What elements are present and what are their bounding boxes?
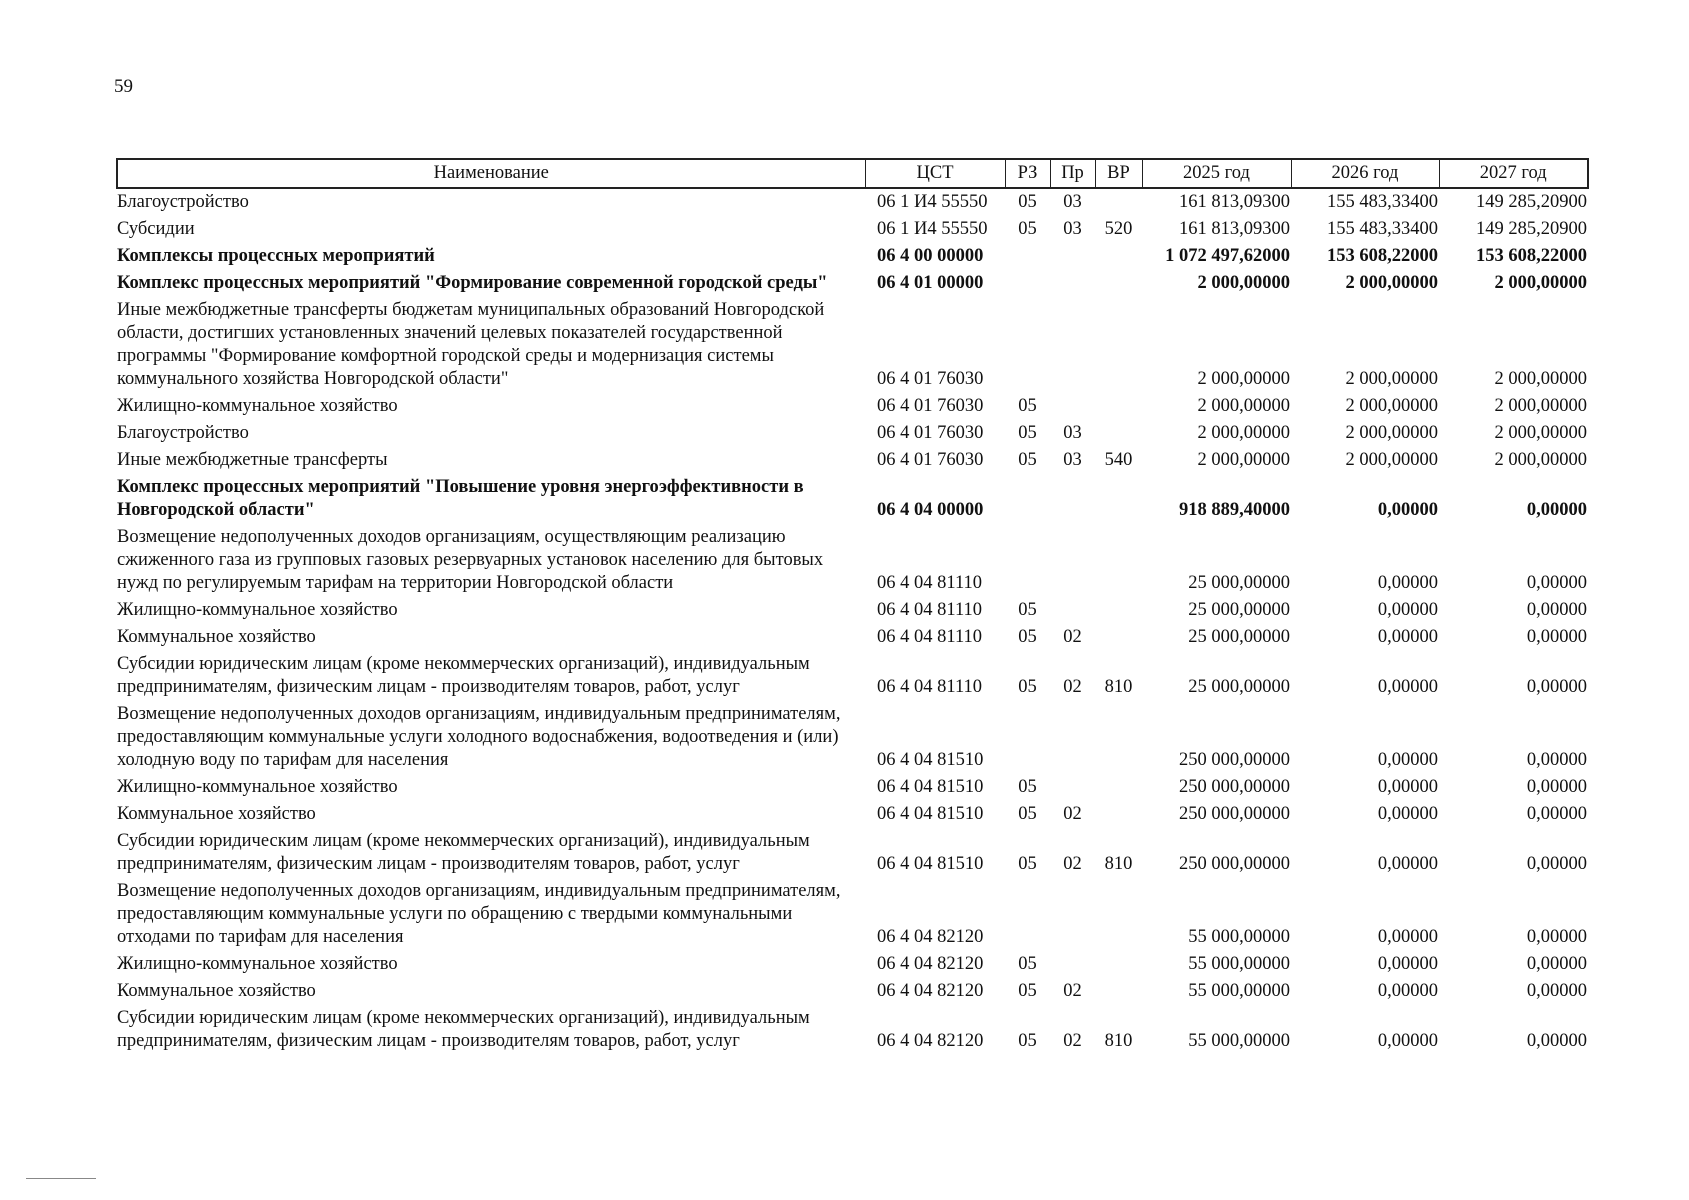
row-value-2026: 0,00000 — [1377, 627, 1438, 647]
row-pr — [1050, 701, 1095, 774]
budget-table-container — [116, 158, 1587, 1055]
row-value-2027: 0,00000 — [1526, 573, 1587, 593]
row-value-2026: 2 000,00000 — [1345, 450, 1438, 470]
page-number: 59 — [114, 76, 133, 97]
row-value-2027: 0,00000 — [1526, 600, 1587, 620]
row-pr: 03 — [1063, 219, 1082, 239]
row-value-2026: 0,00000 — [1377, 573, 1438, 593]
table-row — [117, 243, 1588, 270]
row-value-2025: 55 000,00000 — [1188, 1031, 1290, 1051]
row-value-2026: 155 483,33400 — [1327, 192, 1438, 212]
row-rz: 05 — [1018, 450, 1037, 470]
row-value-2026: 0,00000 — [1377, 981, 1438, 1001]
row-rz: 05 — [1018, 677, 1037, 697]
row-rz: 05 — [1018, 954, 1037, 974]
budget-table — [116, 158, 1589, 1055]
row-rz: 05 — [1018, 192, 1037, 212]
row-pr — [1050, 474, 1095, 524]
row-rz — [1005, 474, 1050, 524]
row-value-2025: 161 813,09300 — [1179, 219, 1290, 239]
row-cst: 06 4 01 76030 — [877, 450, 984, 470]
row-pr — [1050, 393, 1095, 420]
row-vr — [1095, 420, 1142, 447]
row-name: Коммунальное хозяйство — [117, 627, 316, 647]
row-value-2027: 0,00000 — [1526, 954, 1587, 974]
row-rz: 05 — [1018, 396, 1037, 416]
header-2026: 2026 год — [1291, 159, 1439, 188]
row-value-2026: 0,00000 — [1377, 1031, 1438, 1051]
row-rz: 05 — [1018, 219, 1037, 239]
row-pr — [1050, 951, 1095, 978]
row-name: Субсидии юридическим лицам (кроме некоммерческих организаций), индивидуальным предпринимателям, физическим лицам - производителям товаров, работ, услуг — [117, 654, 810, 697]
row-value-2026: 2 000,00000 — [1345, 273, 1438, 293]
table-row — [117, 978, 1588, 1005]
row-value-2027: 2 000,00000 — [1494, 423, 1587, 443]
row-value-2027: 0,00000 — [1526, 854, 1587, 874]
row-value-2027: 0,00000 — [1526, 627, 1587, 647]
table-row — [117, 597, 1588, 624]
row-name: Комплекс процессных мероприятий "Повышение уровня энергоэффективности в Новгородской области" — [117, 477, 804, 520]
table-row — [117, 270, 1588, 297]
row-value-2027: 153 608,22000 — [1476, 246, 1587, 266]
row-pr — [1050, 774, 1095, 801]
row-vr — [1095, 524, 1142, 597]
row-value-2026: 0,00000 — [1377, 777, 1438, 797]
row-value-2026: 153 608,22000 — [1327, 246, 1438, 266]
row-value-2025: 55 000,00000 — [1188, 927, 1290, 947]
header-cst: ЦСТ — [865, 159, 1005, 188]
row-value-2027: 2 000,00000 — [1494, 369, 1587, 389]
row-vr — [1095, 393, 1142, 420]
row-pr: 02 — [1063, 804, 1082, 824]
row-vr — [1095, 801, 1142, 828]
header-vr: ВР — [1095, 159, 1142, 188]
row-value-2027: 2 000,00000 — [1494, 273, 1587, 293]
row-pr: 02 — [1063, 627, 1082, 647]
row-value-2027: 149 285,20900 — [1476, 219, 1587, 239]
row-cst: 06 4 04 00000 — [877, 500, 984, 520]
row-cst: 06 4 04 81110 — [877, 677, 983, 697]
row-name: Субсидии — [117, 219, 195, 239]
row-value-2025: 2 000,00000 — [1197, 450, 1290, 470]
table-row — [117, 1005, 1588, 1055]
row-pr — [1050, 243, 1095, 270]
footer-rule — [26, 1178, 96, 1179]
row-cst: 06 1 И4 55550 — [877, 192, 988, 212]
row-value-2025: 250 000,00000 — [1179, 854, 1290, 874]
table-row — [117, 474, 1588, 524]
row-vr — [1095, 597, 1142, 624]
row-rz — [1005, 701, 1050, 774]
row-name: Субсидии юридическим лицам (кроме некоммерческих организаций), индивидуальным предпринимателям, физическим лицам - производителям товаров, работ, услуг — [117, 831, 810, 874]
row-cst: 06 4 04 82120 — [877, 927, 984, 947]
header-2025: 2025 год — [1142, 159, 1291, 188]
row-vr: 810 — [1104, 677, 1133, 697]
header-rz: РЗ — [1005, 159, 1050, 188]
table-row — [117, 774, 1588, 801]
row-vr — [1095, 701, 1142, 774]
table-row — [117, 951, 1588, 978]
row-name: Комплекс процессных мероприятий "Формирование современной городской среды" — [117, 273, 828, 293]
row-vr — [1095, 188, 1142, 216]
row-name: Возмещение недополученных доходов организациям, осуществляющим реализацию сжиженного газа из групповых газовых резервуарных установок населению для бытовых нужд по регулируемым тарифам на территории Новгородской области — [117, 527, 824, 593]
row-value-2027: 0,00000 — [1526, 1031, 1587, 1051]
row-name: Комплексы процессных мероприятий — [117, 246, 435, 266]
row-rz: 05 — [1018, 777, 1037, 797]
row-cst: 06 4 04 81510 — [877, 750, 984, 770]
row-pr: 03 — [1063, 423, 1082, 443]
table-row — [117, 801, 1588, 828]
row-rz: 05 — [1018, 600, 1037, 620]
row-pr: 02 — [1063, 981, 1082, 1001]
row-pr: 02 — [1063, 677, 1082, 697]
row-value-2027: 0,00000 — [1526, 777, 1587, 797]
row-pr: 02 — [1063, 1031, 1082, 1051]
row-vr: 810 — [1104, 1031, 1133, 1051]
row-rz: 05 — [1018, 423, 1037, 443]
row-value-2025: 25 000,00000 — [1188, 627, 1290, 647]
table-row — [117, 878, 1588, 951]
row-name: Коммунальное хозяйство — [117, 981, 316, 1001]
row-value-2027: 149 285,20900 — [1476, 192, 1587, 212]
row-value-2027: 0,00000 — [1526, 804, 1587, 824]
row-name: Возмещение недополученных доходов организациям, индивидуальным предпринимателям, предоставляющим коммунальные услуги холодного водоснабжения, водоотведения и (или) холодную воду по тарифам для населения — [117, 704, 841, 770]
row-pr — [1050, 597, 1095, 624]
row-vr — [1095, 474, 1142, 524]
row-value-2027: 0,00000 — [1526, 927, 1587, 947]
row-value-2026: 0,00000 — [1377, 677, 1438, 697]
row-name: Жилищно-коммунальное хозяйство — [117, 396, 398, 416]
row-value-2025: 1 072 497,62000 — [1165, 246, 1290, 266]
table-row — [117, 297, 1588, 393]
row-rz — [1005, 297, 1050, 393]
row-value-2026: 155 483,33400 — [1327, 219, 1438, 239]
table-row — [117, 393, 1588, 420]
row-value-2025: 918 889,40000 — [1179, 500, 1290, 520]
header-name: Наименование — [117, 159, 865, 188]
row-value-2027: 0,00000 — [1526, 500, 1587, 520]
row-value-2027: 0,00000 — [1526, 750, 1587, 770]
row-value-2027: 0,00000 — [1526, 981, 1587, 1001]
row-value-2025: 250 000,00000 — [1179, 777, 1290, 797]
row-value-2026: 0,00000 — [1377, 600, 1438, 620]
header-pr: Пр — [1050, 159, 1095, 188]
row-pr: 03 — [1063, 450, 1082, 470]
row-rz: 05 — [1018, 1031, 1037, 1051]
table-row — [117, 651, 1588, 701]
row-value-2026: 0,00000 — [1377, 927, 1438, 947]
row-rz — [1005, 878, 1050, 951]
row-name: Жилищно-коммунальное хозяйство — [117, 954, 398, 974]
row-cst: 06 4 04 81110 — [877, 600, 983, 620]
row-value-2026: 0,00000 — [1377, 750, 1438, 770]
row-vr — [1095, 978, 1142, 1005]
row-name: Иные межбюджетные трансферты бюджетам муниципальных образований Новгородской области, достигших установленных значений целевых показателей государственной программы "Формирование комфортной городской среды и модернизация системы коммунального хозяйства Новгородской области" — [117, 300, 825, 389]
row-cst: 06 4 00 00000 — [877, 246, 984, 266]
row-vr: 810 — [1104, 854, 1133, 874]
row-value-2027: 2 000,00000 — [1494, 450, 1587, 470]
row-name: Жилищно-коммунальное хозяйство — [117, 777, 398, 797]
row-value-2026: 2 000,00000 — [1345, 396, 1438, 416]
row-name: Коммунальное хозяйство — [117, 804, 316, 824]
row-rz: 05 — [1018, 854, 1037, 874]
row-cst: 06 4 01 76030 — [877, 369, 984, 389]
row-value-2025: 55 000,00000 — [1188, 954, 1290, 974]
table-row — [117, 188, 1588, 216]
header-2027: 2027 год — [1439, 159, 1588, 188]
row-cst: 06 4 04 81110 — [877, 627, 983, 647]
row-cst: 06 4 04 81510 — [877, 854, 984, 874]
row-vr: 540 — [1104, 450, 1133, 470]
row-vr — [1095, 878, 1142, 951]
row-value-2025: 25 000,00000 — [1188, 677, 1290, 697]
row-value-2026: 0,00000 — [1377, 954, 1438, 974]
row-name: Возмещение недополученных доходов организациям, индивидуальным предпринимателям, предоставляющим коммунальные услуги по обращению с твердыми коммунальными отходами по тарифам для населения — [117, 881, 841, 947]
row-vr: 520 — [1104, 219, 1133, 239]
row-value-2025: 2 000,00000 — [1197, 369, 1290, 389]
row-value-2027: 0,00000 — [1526, 677, 1587, 697]
row-value-2025: 25 000,00000 — [1188, 573, 1290, 593]
row-name: Благоустройство — [117, 423, 249, 443]
row-vr — [1095, 270, 1142, 297]
row-cst: 06 4 04 81510 — [877, 804, 984, 824]
row-cst: 06 4 04 81510 — [877, 777, 984, 797]
row-cst: 06 4 04 81110 — [877, 573, 983, 593]
row-value-2025: 2 000,00000 — [1197, 423, 1290, 443]
row-cst: 06 4 01 76030 — [877, 423, 984, 443]
row-rz: 05 — [1018, 981, 1037, 1001]
row-cst: 06 1 И4 55550 — [877, 219, 988, 239]
row-value-2027: 2 000,00000 — [1494, 396, 1587, 416]
row-name: Иные межбюджетные трансферты — [117, 450, 388, 470]
row-name: Субсидии юридическим лицам (кроме некоммерческих организаций), индивидуальным предпринимателям, физическим лицам - производителям товаров, работ, услуг — [117, 1008, 810, 1051]
row-cst: 06 4 01 00000 — [877, 273, 984, 293]
table-row — [117, 701, 1588, 774]
row-value-2025: 25 000,00000 — [1188, 600, 1290, 620]
row-vr — [1095, 951, 1142, 978]
row-value-2026: 2 000,00000 — [1345, 423, 1438, 443]
table-row — [117, 524, 1588, 597]
row-pr — [1050, 270, 1095, 297]
row-value-2025: 250 000,00000 — [1179, 750, 1290, 770]
row-value-2025: 2 000,00000 — [1197, 273, 1290, 293]
row-name: Жилищно-коммунальное хозяйство — [117, 600, 398, 620]
row-rz — [1005, 524, 1050, 597]
row-cst: 06 4 04 82120 — [877, 981, 984, 1001]
row-rz — [1005, 243, 1050, 270]
row-name: Благоустройство — [117, 192, 249, 212]
row-cst: 06 4 01 76030 — [877, 396, 984, 416]
row-pr — [1050, 524, 1095, 597]
row-pr — [1050, 878, 1095, 951]
row-vr — [1095, 624, 1142, 651]
table-row — [117, 624, 1588, 651]
row-vr — [1095, 774, 1142, 801]
row-pr: 03 — [1063, 192, 1082, 212]
row-value-2025: 2 000,00000 — [1197, 396, 1290, 416]
row-value-2025: 161 813,09300 — [1179, 192, 1290, 212]
row-value-2026: 0,00000 — [1377, 500, 1438, 520]
row-value-2025: 55 000,00000 — [1188, 981, 1290, 1001]
row-value-2025: 250 000,00000 — [1179, 804, 1290, 824]
table-body — [117, 188, 1588, 1055]
row-value-2026: 0,00000 — [1377, 804, 1438, 824]
row-vr — [1095, 243, 1142, 270]
row-pr — [1050, 297, 1095, 393]
row-cst: 06 4 04 82120 — [877, 1031, 984, 1051]
row-pr: 02 — [1063, 854, 1082, 874]
table-header — [117, 159, 1588, 188]
row-value-2026: 0,00000 — [1377, 854, 1438, 874]
row-value-2026: 2 000,00000 — [1345, 369, 1438, 389]
row-vr — [1095, 297, 1142, 393]
table-row — [117, 420, 1588, 447]
table-row — [117, 216, 1588, 243]
table-row — [117, 828, 1588, 878]
row-rz — [1005, 270, 1050, 297]
row-cst: 06 4 04 82120 — [877, 954, 984, 974]
row-rz: 05 — [1018, 627, 1037, 647]
table-row — [117, 447, 1588, 474]
row-rz: 05 — [1018, 804, 1037, 824]
